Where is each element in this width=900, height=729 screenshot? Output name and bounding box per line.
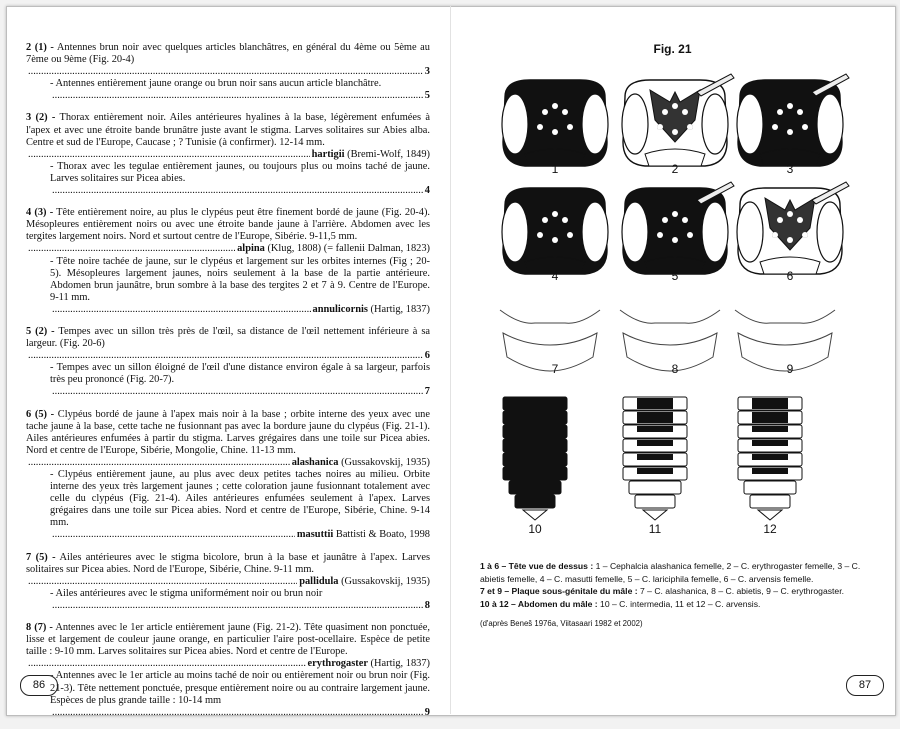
figure-panel-number: 1 [551, 162, 559, 176]
figure-panel-number: 7 [551, 362, 559, 376]
figure-panel-number: 8 [671, 362, 679, 376]
key-alternative: - Antennes avec le 1er article au moins taché de noir ou entièrement noir ou brun noir (Fig. 21-3). Tête nettement ponctuée, presque entièrement noire ou au contraire largement jaune. Espèces de plus grande taille : 10-14 mm ..... 9 [26, 670, 430, 718]
key-alternative: - Antennes entièrement jaune orange ou brun noir sans aucun article blanchâtre. ..... 5 [26, 78, 430, 102]
goto-couplet: 4 [424, 185, 430, 197]
head-drawing [730, 72, 850, 172]
couplet-number: 8 (7) - [26, 622, 53, 634]
caption-line-1: 1 à 6 – Tête vue de dessus : 1 – Cephalcia alashanica femelle, 2 – C. erythrogaster femelle, 3 – C. abietis femelle, 4 – C. masutti femelle, 5 – C. lariciphila femelle, 6 – C. arvensis femelle. [480, 561, 861, 584]
couplet-result [26, 457, 430, 469]
key-couplet [26, 326, 430, 399]
couplet-text: Tempes avec un sillon très près de l'œil, sa distance de l'œil nettement inférieure à sa largeur. (Fig. 20-6) [26, 325, 430, 350]
species-author: (Gussakovskij, 1935) [341, 456, 430, 468]
head-drawing [615, 180, 735, 280]
key-couplet [26, 622, 430, 719]
key-couplet [26, 207, 430, 316]
goto-couplet: 5 [424, 90, 430, 102]
figure-page [460, 10, 885, 710]
figure-panel-number: 10 [528, 522, 542, 536]
couplet-result [26, 576, 430, 588]
couplet-text: Antennes avec le 1er article entièrement jaune (Fig. 21-2). Tête quasiment non ponctuée, lisse et largement de couleur jaune orange, en particulier l'aire post-ocellaire. Espèce de petite taille : 9-10 mm. Larves solitaires sur Picea abies. Nord et centre de l'Europe. [26, 622, 431, 658]
key-alternative: - Tête noire tachée de jaune, sur le clypéus et largement sur les orbites internes (Fig ; 20-5). Mésopleures largement jaunes, noirs seulement à la base de la partie antérieure. Abdomen brun jaunâtre, brun sombre à la base des tergites 2 et 7 à 9. Centre de l'Europe. 9-11 mm. ..... annulicornis (Hartig, 1837) [26, 256, 430, 316]
goto-couplet: 3 [424, 66, 430, 78]
key-lead [26, 207, 430, 255]
goto-couplet: 7 [424, 386, 430, 398]
key-alternative: - Thorax avec les tegulae entièrement jaunes, ou toujours plus ou moins taché de jaune. Larves solitaires sur Picea abies. ..... 4 [26, 161, 430, 197]
figure-source: (d'après Beneš 1976a, Viitasaari 1982 et 2002) [480, 619, 643, 628]
goto-couplet: 9 [424, 706, 430, 718]
head-drawing [730, 180, 850, 280]
couplet-number: 4 (3) - [26, 207, 54, 219]
couplet-text: Thorax entièrement noir. Ailes antérieures hyalines à la base, légèrement enfumées à l'apex et avec une étroite bande brunâtre juste avant le stigma. Larves solitaires sur Abies alba. Centre et sud de l'Europe, Caucase ; ? Tunisie (à confirmer). 12-14 mm. [26, 112, 430, 148]
couplet-number: 6 (5) - [26, 408, 55, 420]
couplet-result [50, 386, 430, 398]
figure-panel-number: 12 [763, 522, 777, 536]
head-drawing [495, 72, 615, 172]
figure-title: Fig. 21 [653, 42, 692, 56]
key-alternative: - Ailes antérieures avec le stigma uniformément noir ou brun noir ..... 8 [26, 588, 430, 612]
abdomen-drawing [615, 392, 695, 522]
couplet-result [26, 658, 430, 670]
key-lead [26, 552, 430, 588]
couplet-number: 7 (5) - [26, 551, 56, 563]
species-author: Battisti & Boato, 1998 [335, 529, 430, 541]
species-name: erythrogaster [307, 658, 368, 670]
figure-panel [730, 392, 810, 527]
species-author: (Hartig, 1837) [370, 658, 430, 670]
couplet-result [26, 243, 430, 255]
figure-panel-number: 3 [786, 162, 794, 176]
couplet-result [26, 66, 430, 78]
species-author: (Bremi-Wolf, 1849) [347, 148, 430, 160]
key-couplet [26, 42, 430, 102]
couplet-text: Antennes brun noir avec quelques articles blanchâtres, en général du 4ème ou 5ème au 7ème ou 9ème (Fig. 20-4) [26, 42, 430, 66]
couplet-text: Ailes antérieures avec le stigma bicolore, brun à la base et jaunâtre à l'apex. Larves solitaires sur Picea abies. Nord de l'Europe, Sibérie, Chine. 9-11 mm. [26, 551, 430, 575]
abdomen-drawing [495, 392, 575, 522]
species-name: hartigii [311, 148, 345, 160]
figure-caption [480, 560, 875, 631]
goto-couplet: 8 [424, 599, 430, 611]
figure-panel [495, 392, 575, 527]
figure-panel-number: 2 [671, 162, 679, 176]
species-name: masuttii [296, 529, 334, 541]
figure-panel-number: 11 [648, 522, 662, 536]
species-name: annulicornis [312, 303, 368, 315]
figure-panel-number: 9 [786, 362, 794, 376]
couplet-text: Thorax avec les tegulae entièrement jaunes, ou toujours plus ou moins taché de jaune. Larves solitaires sur Picea abies. [50, 160, 431, 184]
caption-line-3: 10 à 12 – Abdomen du mâle : 10 – C. intermedia, 11 et 12 – C. arvensis. [480, 598, 761, 609]
key-couplet [26, 112, 430, 197]
couplet-text: Antennes entièrement jaune orange ou brun noir sans aucun article blanchâtre. [55, 78, 382, 90]
couplet-result [50, 600, 430, 612]
couplet-text: Clypéus entièrement jaune, au plus avec deux petites taches noires au milieu. Orbite interne des yeux très largement jaunes ; cette coloration jaune fusionnant totalement avec celle du clypéus (Fig. 21-4). Ailes antérieures enfumées seulement à l'apex. Larves grégaires dans une toile sur Picea abies. Nord et centre de l'Europe, Sibérie, Chine. 9-14 mm. [50, 469, 430, 529]
couplet-result [50, 529, 430, 541]
couplet-text: Tête noire tachée de jaune, sur le clypéus et largement sur les orbites internes (Fig ; 20-5). Mésopleures largement jaunes, noirs seulement à la base de la partie antérieure. Abdomen brun jaunâtre, brun sombre à la base des tergites 2 et 7 à 9. Centre de l'Europe. 9-11 mm. [50, 255, 430, 303]
couplet-result [50, 304, 430, 316]
key-lead [26, 112, 430, 160]
key-couplet [26, 409, 430, 542]
head-drawing [495, 180, 615, 280]
page-fold [450, 6, 451, 714]
couplet-result [50, 185, 430, 197]
species-author: (Hartig, 1837) [370, 303, 430, 315]
caption-line-2: 7 et 9 – Plaque sous-génitale du mâle : 7 – C. alashanica, 8 – C. abietis, 9 – C. erythrogaster. [480, 586, 844, 596]
key-alternative: - Clypéus entièrement jaune, au plus avec deux petites taches noires au milieu. Orbite interne des yeux très largement jaunes ; cette coloration jaune fusionnant totalement avec celle du clypéus (Fig. 21-4). Ailes antérieures enfumées seulement à l'apex. Larves grégaires dans une toile sur Picea abies. Nord et centre de l'Europe, Sibérie, Chine. 9-14 mm. ..... masuttii Battisti & Boato, 1998 [26, 469, 430, 542]
figure-panel-number: 4 [551, 269, 559, 283]
species-author: (Gussakovskij, 1935) [341, 575, 430, 587]
species-author: (Klug, 1808) (= fallenii Dalman, 1823) [267, 243, 430, 255]
key-lead [26, 42, 430, 78]
couplet-number: 3 (2) - [26, 112, 56, 124]
couplet-number: 5 (2) - [26, 325, 55, 337]
couplet-text: Clypéus bordé de jaune à l'apex mais noir à la base ; orbite interne des yeux avec une tache jaune à la base, cette tache ne fusionnant pas avec la bordure jaune du clypéus (Fig. 21-1). Ailes antérieures enfumées à partir du stigma. Larves grégaires dans une toile sur Picea abies. Nord et centre de l'Europe, Sibérie, Mongolie, Chine. 11-13 mm. [26, 408, 430, 456]
key-lead [26, 326, 430, 362]
species-name: alpina [237, 243, 265, 255]
couplet-text: Tempes avec un sillon éloigné de l'œil d'une distance environ égale à sa largeur, parfois très peu prononcé (Fig. 20-7). [50, 362, 430, 386]
key-couplet [26, 552, 430, 612]
figure-panel [615, 392, 695, 527]
page-number-right: 87 [846, 675, 884, 696]
couplet-result [50, 90, 430, 102]
key-lead [26, 622, 430, 670]
identification-key [26, 42, 430, 729]
key-alternative: - Tempes avec un sillon éloigné de l'œil d'une distance environ égale à sa largeur, parfois très peu prononcé (Fig. 20-7). ..... 7 [26, 362, 430, 398]
couplet-number: 2 (1) - [26, 42, 54, 53]
couplet-text: Tête entièrement noire, au plus le clypéus peut être finement bordé de jaune (Fig. 20-4). Mésopleures entièrement noirs ou avec une étroite bande jaune à l'arrière. Abdomen avec les tergites largement noirs. Nord et surtout centre de l'Europe, Sibérie. 9-11,5 mm. [26, 207, 431, 243]
species-name: alashanica [291, 456, 339, 468]
couplet-result [26, 350, 430, 362]
couplet-result [50, 707, 430, 719]
couplet-text: Ailes antérieures avec le stigma uniformément noir ou brun noir [55, 587, 323, 599]
species-name: pallidula [299, 575, 339, 587]
page-number-left: 86 [20, 675, 58, 696]
abdomen-drawing [730, 392, 810, 522]
figure-panel-number: 5 [671, 269, 679, 283]
goto-couplet: 6 [424, 350, 430, 362]
figure-panel-number: 6 [786, 269, 794, 283]
couplet-text: Antennes avec le 1er article au moins taché de noir ou entièrement noir ou brun noir (Fig. 21-3). Tête nettement ponctuée, presque entièrement noire ou au contraire largement jaune. Espèces de plus grande taille : 10-14 mm [50, 670, 431, 706]
head-drawing [615, 72, 735, 172]
key-lead [26, 409, 430, 469]
couplet-result [26, 149, 430, 161]
